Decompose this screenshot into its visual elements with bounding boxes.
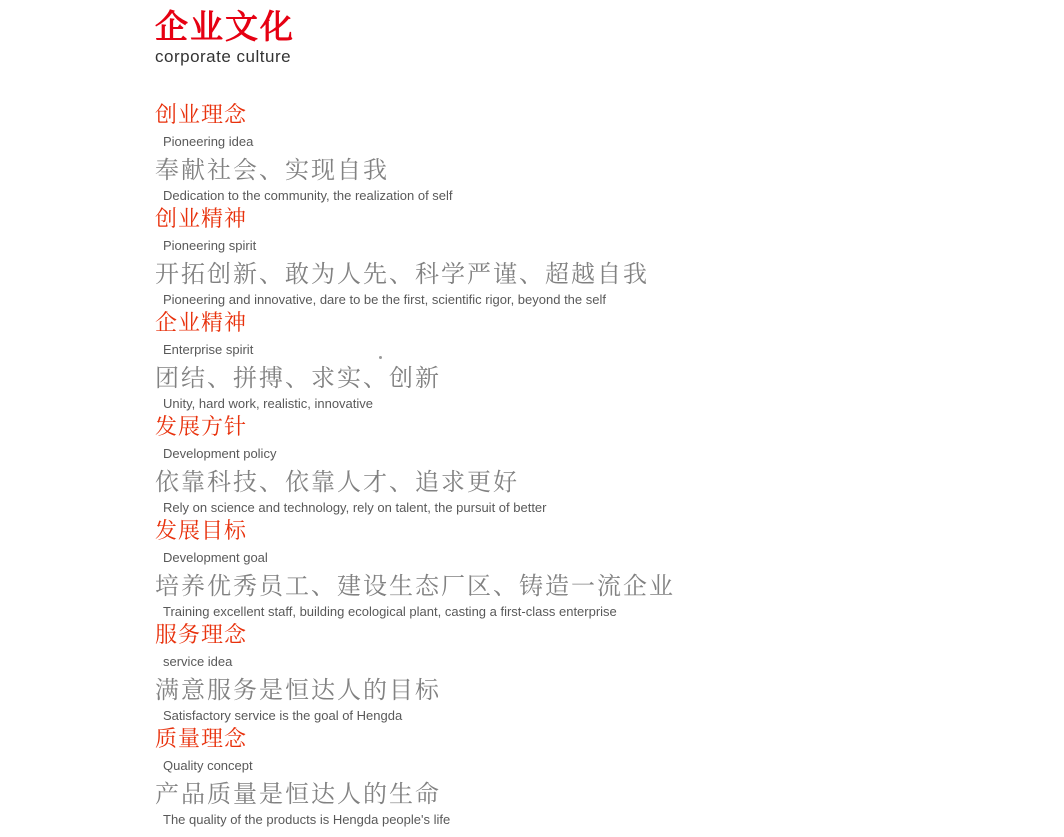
section-content-en: Rely on science and technology, rely on talent, the pursuit of better xyxy=(163,500,547,515)
culture-sections xyxy=(155,104,915,832)
section-development-policy xyxy=(155,416,915,520)
section-pioneering-spirit xyxy=(155,208,915,312)
stray-dot-artifact xyxy=(379,356,382,359)
section-heading-en: Enterprise spirit xyxy=(163,342,254,357)
page-title: 企业文化 xyxy=(155,7,295,46)
section-heading-zh: 企业精神 xyxy=(155,311,248,336)
section-enterprise-spirit xyxy=(155,312,915,416)
section-content-zh: 产品质量是恒达人的生命 xyxy=(155,780,441,808)
section-development-goal xyxy=(155,520,915,624)
section-heading-zh: 质量理念 xyxy=(155,727,248,752)
section-content-zh: 满意服务是恒达人的目标 xyxy=(155,676,441,704)
section-heading-en: Pioneering idea xyxy=(163,134,254,149)
section-content-en: Training excellent staff, building ecological plant, casting a first-class enterprise xyxy=(163,604,617,619)
section-content-en: The quality of the products is Hengda people's life xyxy=(163,812,451,827)
section-heading-en: Pioneering spirit xyxy=(163,238,257,253)
section-content-zh: 开拓创新、敢为人先、科学严谨、超越自我 xyxy=(155,260,649,288)
section-content-en: Unity, hard work, realistic, innovative xyxy=(163,396,374,411)
section-content-zh: 团结、拼搏、求实、创新 xyxy=(155,364,441,392)
section-heading-en: Development goal xyxy=(163,550,268,565)
section-content-zh: 奉献社会、实现自我 xyxy=(155,156,389,184)
section-heading-en: service idea xyxy=(163,654,233,669)
section-heading-zh: 服务理念 xyxy=(155,623,248,648)
section-pioneering-idea xyxy=(155,104,915,208)
page-subtitle: corporate culture xyxy=(155,47,292,66)
section-content-zh: 依靠科技、依靠人才、追求更好 xyxy=(155,468,519,496)
section-content-en: Pioneering and innovative, dare to be the first, scientific rigor, beyond the self xyxy=(163,292,606,307)
page-header xyxy=(155,7,915,67)
section-quality-concept xyxy=(155,728,915,832)
section-heading-zh: 发展目标 xyxy=(155,519,248,544)
section-content-zh: 培养优秀员工、建设生态厂区、铸造一流企业 xyxy=(155,572,675,600)
section-heading-en: Development policy xyxy=(163,446,277,461)
section-content-en: Dedication to the community, the realization of self xyxy=(163,188,453,203)
section-heading-zh: 发展方针 xyxy=(155,415,248,440)
corporate-culture-page xyxy=(155,7,915,832)
section-heading-en: Quality concept xyxy=(163,758,253,773)
section-content-en: Satisfactory service is the goal of Hengda xyxy=(163,708,403,723)
section-heading-zh: 创业理念 xyxy=(155,103,248,128)
section-service-idea xyxy=(155,624,915,728)
section-heading-zh: 创业精神 xyxy=(155,207,248,232)
